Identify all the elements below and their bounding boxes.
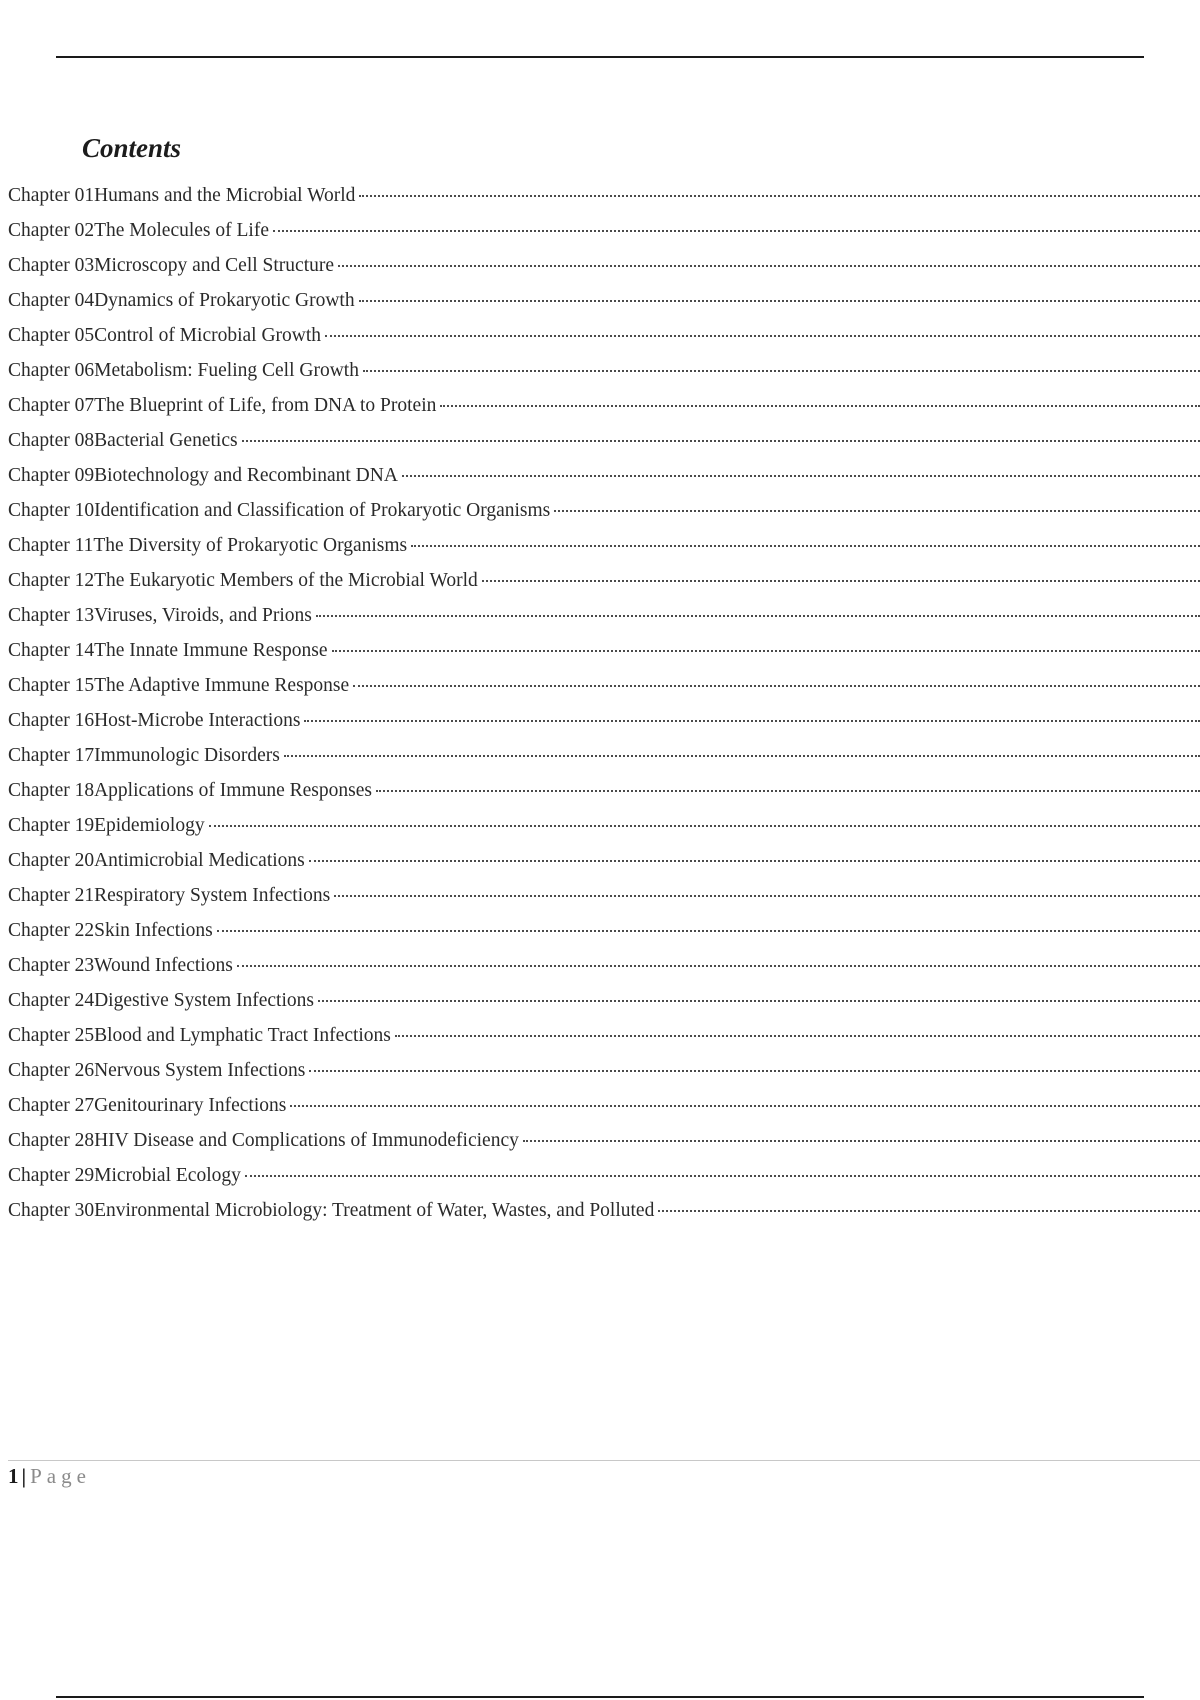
toc-entry-label: Chapter 17Immunologic Disorders	[8, 745, 280, 766]
toc-entry-30[interactable]	[8, 1193, 1200, 1228]
toc-entry-19[interactable]	[8, 808, 1200, 843]
toc-entry-label: Chapter 13Viruses, Viroids, and Prions	[8, 605, 312, 626]
toc-entry-label: Chapter 20Antimicrobial Medications	[8, 850, 305, 871]
dot-leader	[402, 474, 1200, 477]
toc-entry-label: Chapter 25Blood and Lymphatic Tract Infections	[8, 1025, 391, 1046]
toc-entry-24[interactable]	[8, 983, 1200, 1018]
toc-entry-26[interactable]	[8, 1053, 1200, 1088]
toc-entry-label: Chapter 26Nervous System Infections	[8, 1060, 306, 1081]
toc-entry-07[interactable]	[8, 388, 1200, 423]
toc-entry-17[interactable]	[8, 738, 1200, 773]
toc-entry-label: Chapter 19Epidemiology	[8, 815, 205, 836]
toc-entry-29[interactable]	[8, 1158, 1200, 1193]
dot-leader	[309, 1069, 1200, 1072]
toc-entry-label: Chapter 01Humans and the Microbial World	[8, 185, 356, 206]
toc-entry-01[interactable]	[8, 178, 1200, 213]
toc-entry-label: Chapter 03Microscopy and Cell Structure	[8, 255, 335, 276]
toc-entry-13[interactable]	[8, 598, 1200, 633]
dot-leader	[316, 614, 1200, 617]
dot-leader	[332, 649, 1200, 652]
toc-entry-label: Chapter 15The Adaptive Immune Response	[8, 675, 350, 696]
dot-leader	[658, 1209, 1200, 1212]
toc-entry-09[interactable]	[8, 458, 1200, 493]
toc-entry-20[interactable]	[8, 843, 1200, 878]
dot-leader	[353, 684, 1200, 687]
footer-rule	[8, 1460, 1200, 1461]
dot-leader	[376, 789, 1200, 792]
toc-list	[8, 178, 1200, 1228]
toc-entry-label: Chapter 12The Eukaryotic Members of the Microbial World	[8, 570, 478, 591]
toc-entry-label: Chapter 05Control of Microbial Growth	[8, 325, 322, 346]
toc-entry-27[interactable]	[8, 1088, 1200, 1123]
dot-leader	[209, 824, 1200, 827]
toc-entry-06[interactable]	[8, 353, 1200, 388]
toc-entry-label: Chapter 29Microbial Ecology	[8, 1165, 241, 1186]
dot-leader	[554, 509, 1200, 512]
dot-leader	[318, 999, 1200, 1002]
dot-leader	[237, 964, 1200, 967]
toc-entry-label: Chapter 30Environmental Microbiology: Treatment of Water, Wastes, and Polluted	[8, 1200, 655, 1221]
toc-entry-label: Chapter 14The Innate Immune Response	[8, 640, 328, 661]
dot-leader	[395, 1034, 1200, 1037]
toc-entry-label: Chapter 11The Diversity of Prokaryotic Organisms	[8, 535, 408, 556]
toc-entry-23[interactable]	[8, 948, 1200, 983]
toc-entry-label: Chapter 24Digestive System Infections	[8, 990, 314, 1011]
bottom-rule	[56, 1696, 1144, 1698]
dot-leader	[245, 1174, 1200, 1177]
toc-heading: Contents	[82, 133, 182, 163]
toc-entry-21[interactable]	[8, 878, 1200, 913]
toc-entry-02[interactable]	[8, 213, 1200, 248]
dot-leader	[273, 229, 1200, 232]
toc-entry-05[interactable]	[8, 318, 1200, 353]
toc-entry-12[interactable]	[8, 563, 1200, 598]
dot-leader	[334, 894, 1200, 897]
dot-leader	[304, 719, 1200, 722]
toc-entry-10[interactable]	[8, 493, 1200, 528]
page-label: Page	[30, 1464, 91, 1488]
toc-entry-08[interactable]	[8, 423, 1200, 458]
page-number: 1	[8, 1464, 19, 1488]
toc-entry-25[interactable]	[8, 1018, 1200, 1053]
footer-separator: |	[21, 1464, 27, 1488]
dot-leader	[338, 264, 1200, 267]
toc-entry-15[interactable]	[8, 668, 1200, 703]
dot-leader	[482, 579, 1200, 582]
dot-leader	[363, 369, 1200, 372]
toc-entry-label: Chapter 22Skin Infections	[8, 920, 213, 941]
dot-leader	[359, 194, 1200, 197]
dot-leader	[309, 859, 1200, 862]
toc-entry-14[interactable]	[8, 633, 1200, 668]
toc-entry-label: Chapter 04Dynamics of Prokaryotic Growth	[8, 290, 355, 311]
dot-leader	[325, 334, 1200, 337]
dot-leader	[242, 439, 1200, 442]
toc-entry-label: Chapter 27Genitourinary Infections	[8, 1095, 287, 1116]
toc-entry-label: Chapter 21Respiratory System Infections	[8, 885, 331, 906]
dot-leader	[284, 754, 1200, 757]
toc-entry-label: Chapter 06Metabolism: Fueling Cell Growth	[8, 360, 359, 381]
toc-entry-18[interactable]	[8, 773, 1200, 808]
dot-leader	[440, 404, 1200, 407]
toc-entry-label: Chapter 10Identification and Classification of Prokaryotic Organisms	[8, 500, 551, 521]
dot-leader	[217, 929, 1200, 932]
page-footer	[8, 1461, 91, 1491]
toc-entry-label: Chapter 28HIV Disease and Complications of Immunodeficiency	[8, 1130, 519, 1151]
toc-entry-label: Chapter 09Biotechnology and Recombinant DNA	[8, 465, 398, 486]
toc-entry-label: Chapter 07The Blueprint of Life, from DNA to Protein	[8, 395, 437, 416]
toc-entry-label: Chapter 08Bacterial Genetics	[8, 430, 238, 451]
toc-entry-label: Chapter 02The Molecules of Life	[8, 220, 269, 241]
toc-entry-22[interactable]	[8, 913, 1200, 948]
dot-leader	[523, 1139, 1200, 1142]
dot-leader	[411, 544, 1200, 547]
header-rule	[56, 56, 1144, 58]
dot-leader	[290, 1104, 1200, 1107]
toc-entry-label: Chapter 16Host-Microbe Interactions	[8, 710, 301, 731]
dot-leader	[359, 299, 1200, 302]
toc-entry-03[interactable]	[8, 248, 1200, 283]
toc-entry-11[interactable]	[8, 528, 1200, 563]
toc-entry-label: Chapter 23Wound Infections	[8, 955, 233, 976]
toc-entry-28[interactable]	[8, 1123, 1200, 1158]
toc-entry-16[interactable]	[8, 703, 1200, 738]
toc-entry-label: Chapter 18Applications of Immune Responses	[8, 780, 372, 801]
toc-entry-04[interactable]	[8, 283, 1200, 318]
